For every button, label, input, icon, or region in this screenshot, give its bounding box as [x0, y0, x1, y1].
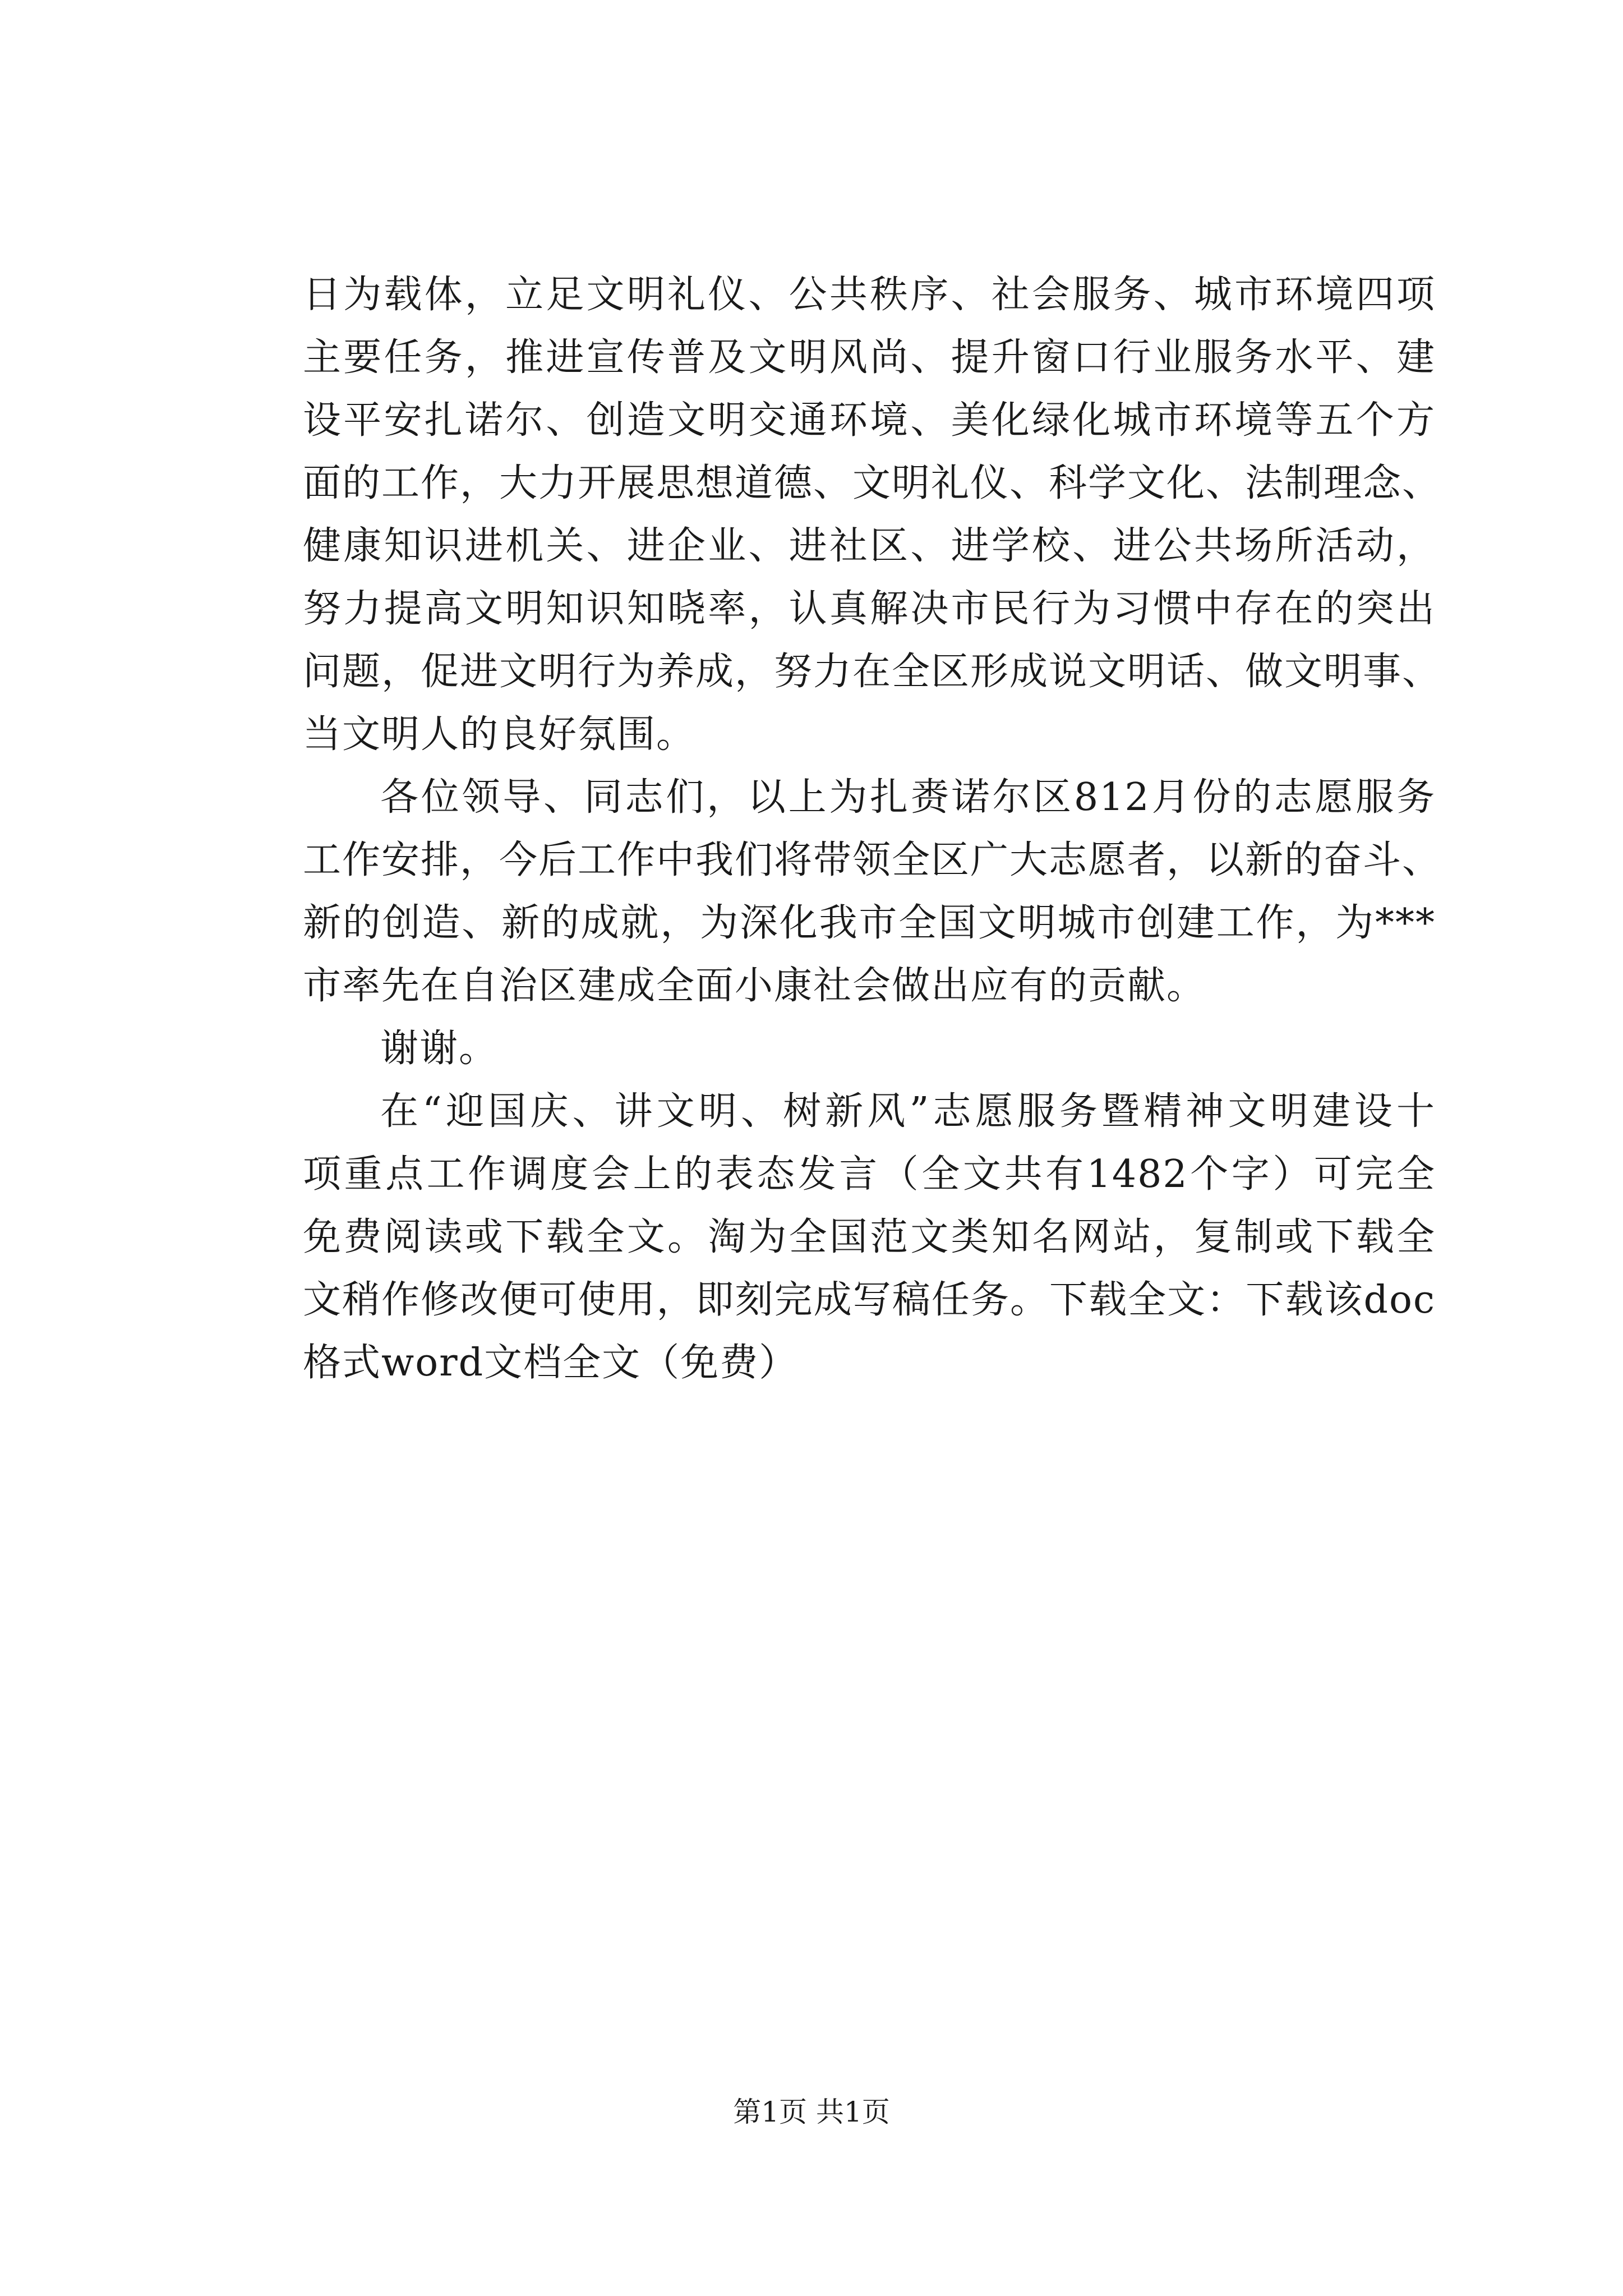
- text-line: 各位领导、同志们，以上为扎赉诺尔区812月份的志愿服务: [380, 775, 1436, 820]
- text-line: 日为载体，立足文明礼仪、公共秩序、社会服务、城市环境四项: [303, 273, 1436, 317]
- page-number-footer: 第1页 共1页: [733, 2096, 890, 2128]
- text-line: 格式word文档全文（免费）: [303, 1341, 799, 1385]
- text-line: 新的创造、新的成就，为深化我市全国文明城市创建工作，为***: [303, 901, 1436, 945]
- text-line: 工作安排，今后工作中我们将带领全区广大志愿者，以新的奋斗、: [303, 838, 1442, 882]
- text-line: 努力提高文明知识知晓率，认真解决市民行为习惯中存在的突出: [303, 587, 1436, 631]
- text-line: 项重点工作调度会上的表态发言（全文共有1482个字）可完全: [303, 1152, 1436, 1197]
- paragraph-1: [303, 264, 1442, 766]
- text-line: 健康知识进机关、进企业、进社区、进学校、进公共场所活动，: [303, 524, 1436, 568]
- text-line: 在“迎国庆、讲文明、树新风”志愿服务暨精神文明建设十: [380, 1089, 1436, 1134]
- text-line: 面的工作，大力开展思想道德、文明礼仪、科学文化、法制理念、: [303, 461, 1442, 505]
- text-line: 当文明人的良好氛围。: [303, 712, 696, 757]
- text-line: 谢谢。: [380, 1027, 499, 1071]
- text-line: 文稍作修改便可使用，即刻完成写稿任务。下载全文：下载该doc: [303, 1278, 1436, 1322]
- paragraph-2: [303, 766, 1442, 1018]
- text-line: 免费阅读或下载全文。淘为全国范文类知名网站，复制或下载全: [303, 1215, 1436, 1259]
- paragraph-4: [303, 1080, 1436, 1395]
- text-line: 市率先在自治区建成全面小康社会做出应有的贡献。: [303, 964, 1206, 1008]
- text-line: 主要任务，推进宣传普及文明风尚、提升窗口行业服务水平、建: [303, 335, 1436, 380]
- paragraph-3: [303, 1018, 1436, 1080]
- text-line: 设平安扎诺尔、创造文明交通环境、美化绿化城市环境等五个方: [303, 398, 1436, 443]
- document-body: [303, 264, 1442, 1395]
- text-line: 问题，促进文明行为养成，努力在全区形成说文明话、做文明事、: [303, 650, 1442, 694]
